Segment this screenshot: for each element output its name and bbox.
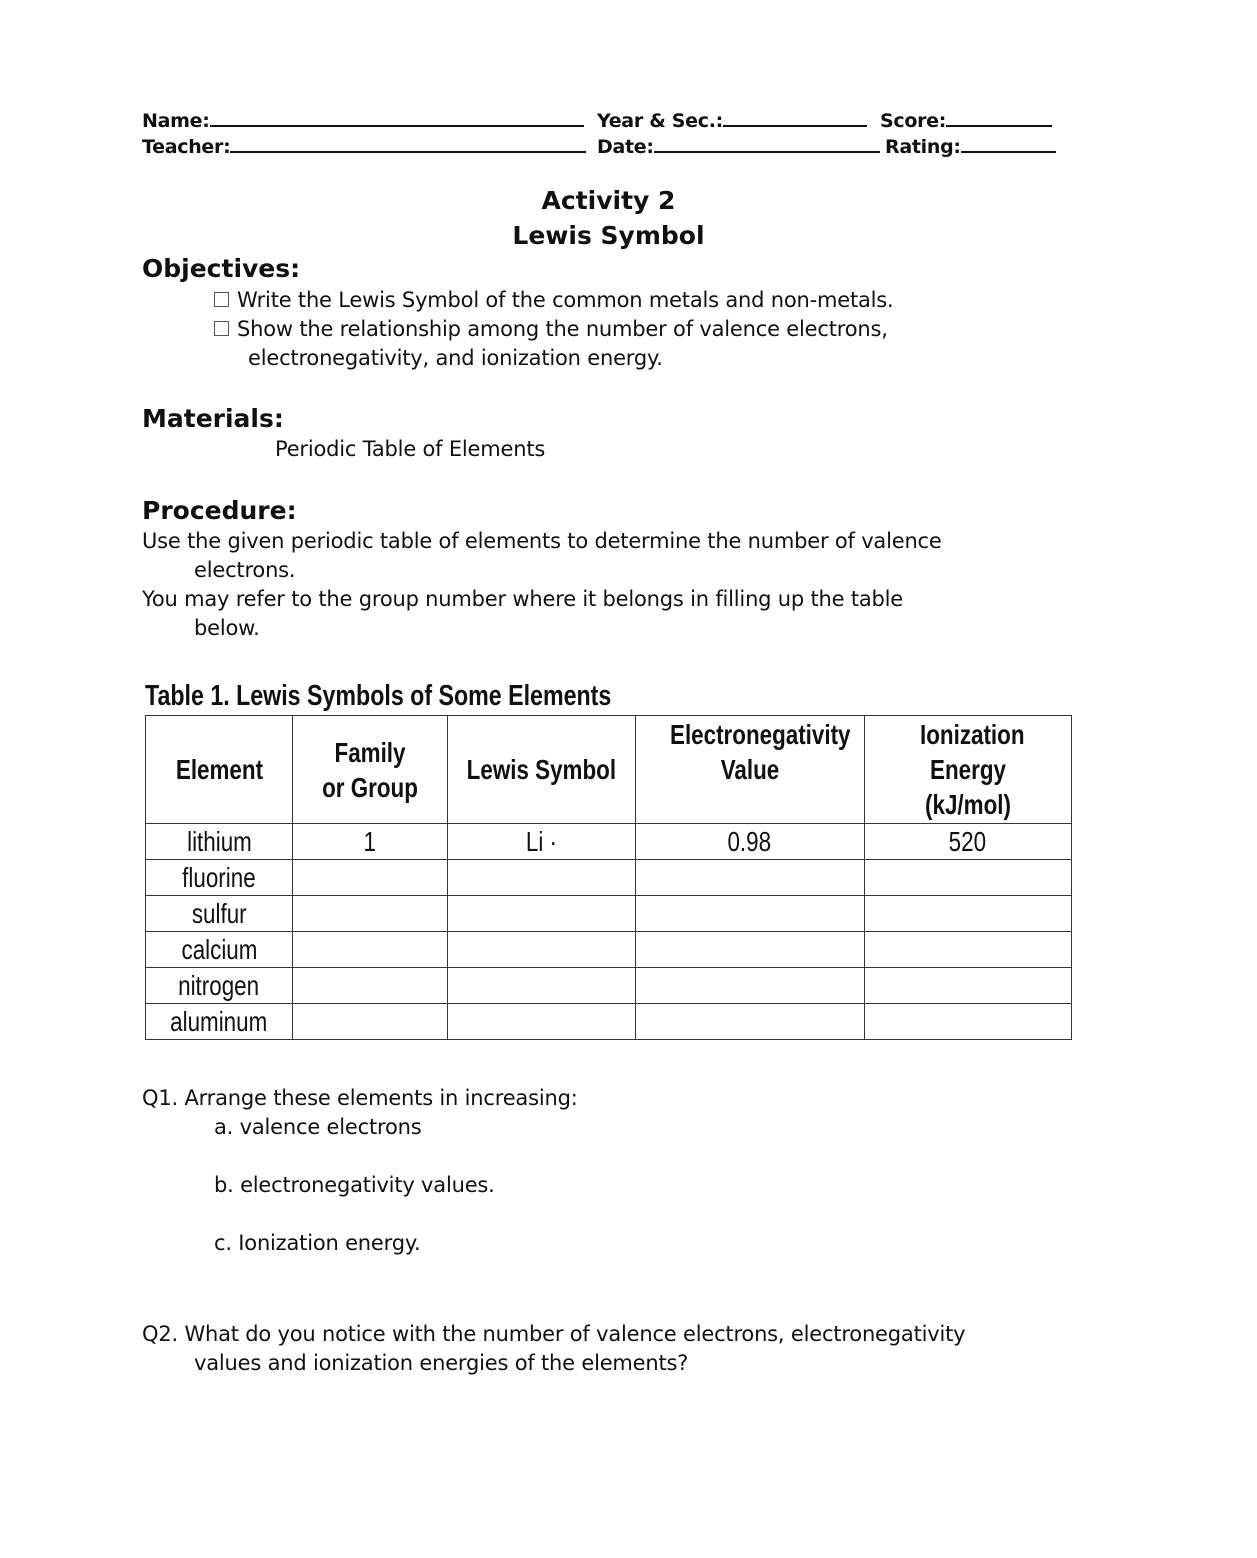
element-cell[interactable] (146, 968, 293, 1004)
name-field[interactable] (142, 108, 584, 132)
cell-text: nitrogen (178, 970, 260, 1001)
procedure-line: below. (194, 616, 260, 640)
objectives-heading: Objectives: (142, 254, 301, 283)
question-2: Q2. What do you notice with the number of valence electrons, electronegativity (142, 1322, 966, 1346)
year-sec-label: Year & Sec.: (597, 110, 723, 132)
lewis-symbols-table (145, 715, 1072, 1040)
score-field[interactable] (880, 108, 1052, 132)
table-row (146, 860, 1072, 896)
group-cell[interactable] (293, 824, 448, 860)
teacher-label: Teacher: (142, 136, 231, 158)
header-text: Lewis Symbol (466, 754, 617, 785)
header-text: Family or Group (322, 736, 418, 803)
procedure-line: Use the given periodic table of elements to determine the number of valence (142, 529, 942, 553)
lewis-cell[interactable] (448, 932, 636, 968)
rating-blank[interactable] (961, 134, 1056, 153)
header-electronegativity (635, 716, 864, 824)
header-text: Ionization Energy (kJ/mol) (919, 719, 1025, 820)
procedure-line: You may refer to the group number where it belongs in filling up the table (142, 587, 904, 611)
cell-text: aluminum (170, 1006, 268, 1037)
date-blank[interactable] (654, 134, 880, 153)
lewis-cell[interactable] (448, 1004, 636, 1040)
electronegativity-cell[interactable] (635, 896, 864, 932)
question-2-continuation: values and ionization energies of the elements? (194, 1351, 689, 1375)
table-row (146, 896, 1072, 932)
lewis-cell[interactable] (448, 968, 636, 1004)
table-header-row (146, 716, 1072, 824)
cell-text: 520 (949, 826, 987, 857)
procedure-heading: Procedure: (142, 496, 297, 525)
name-blank[interactable] (210, 108, 584, 127)
ionization-cell[interactable] (864, 824, 1071, 860)
lewis-cell[interactable] (448, 896, 636, 932)
element-cell[interactable] (146, 824, 293, 860)
electronegativity-cell[interactable] (635, 824, 864, 860)
objective-continuation: electronegativity, and ionization energy. (248, 346, 663, 370)
objective-item (214, 317, 888, 341)
header-lewis-symbol (448, 716, 636, 824)
score-blank[interactable] (946, 108, 1052, 127)
group-cell[interactable] (293, 932, 448, 968)
checkbox-icon (214, 321, 229, 336)
cell-text: calcium (181, 934, 257, 965)
header-ionization-energy (864, 716, 1071, 824)
element-cell[interactable] (146, 860, 293, 896)
electronegativity-cell[interactable] (635, 932, 864, 968)
ionization-cell[interactable] (864, 896, 1071, 932)
element-cell[interactable] (146, 896, 293, 932)
table-caption: Table 1. Lewis Symbols of Some Elements (145, 680, 612, 712)
element-cell[interactable] (146, 1004, 293, 1040)
table-row (146, 932, 1072, 968)
name-label: Name: (142, 110, 210, 132)
ionization-cell[interactable] (864, 1004, 1071, 1040)
group-cell[interactable] (293, 1004, 448, 1040)
table-row (146, 968, 1072, 1004)
procedure-line: electrons. (194, 558, 296, 582)
rating-label: Rating: (885, 136, 961, 158)
table-row (146, 824, 1072, 860)
ionization-cell[interactable] (864, 860, 1071, 896)
cell-text: 1 (363, 826, 377, 857)
cell-text: lithium (186, 826, 252, 857)
header-text: Element (175, 754, 263, 785)
lewis-cell[interactable] (448, 860, 636, 896)
lewis-cell[interactable] (448, 824, 636, 860)
score-label: Score: (880, 110, 947, 132)
materials-heading: Materials: (142, 404, 284, 433)
question-1-item-b: b. electronegativity values. (214, 1173, 495, 1197)
question-1-item-a: a. valence electrons (214, 1115, 422, 1139)
objective-text: Show the relationship among the number of valence electrons, (237, 317, 888, 341)
activity-subtitle: Lewis Symbol (512, 221, 705, 250)
year-sec-field[interactable] (597, 108, 867, 132)
header-text: Electronegativity Value (669, 719, 851, 785)
teacher-blank[interactable] (230, 134, 586, 153)
objective-text: Write the Lewis Symbol of the common metals and non-metals. (237, 288, 894, 312)
ionization-cell[interactable] (864, 968, 1071, 1004)
objective-item (214, 288, 894, 312)
rating-field[interactable] (885, 134, 1056, 158)
header-element (146, 716, 293, 824)
electronegativity-cell[interactable] (635, 968, 864, 1004)
question-1-item-c: c. Ionization energy. (214, 1231, 421, 1255)
element-cell[interactable] (146, 932, 293, 968)
cell-text: sulfur (191, 898, 247, 929)
ionization-cell[interactable] (864, 932, 1071, 968)
materials-text: Periodic Table of Elements (275, 437, 546, 461)
electronegativity-cell[interactable] (635, 1004, 864, 1040)
cell-text: Li · (525, 826, 557, 857)
group-cell[interactable] (293, 860, 448, 896)
table-row (146, 1004, 1072, 1040)
group-cell[interactable] (293, 896, 448, 932)
teacher-field[interactable] (142, 134, 586, 158)
header-family (293, 716, 448, 824)
date-field[interactable] (597, 134, 880, 158)
year-sec-blank[interactable] (723, 108, 867, 127)
question-1: Q1. Arrange these elements in increasing: (142, 1086, 578, 1110)
group-cell[interactable] (293, 968, 448, 1004)
electronegativity-cell[interactable] (635, 860, 864, 896)
cell-text: fluorine (182, 862, 256, 893)
activity-title: Activity 2 (541, 186, 676, 215)
date-label: Date: (597, 136, 654, 158)
cell-text: 0.98 (727, 826, 772, 857)
checkbox-icon (214, 292, 229, 307)
